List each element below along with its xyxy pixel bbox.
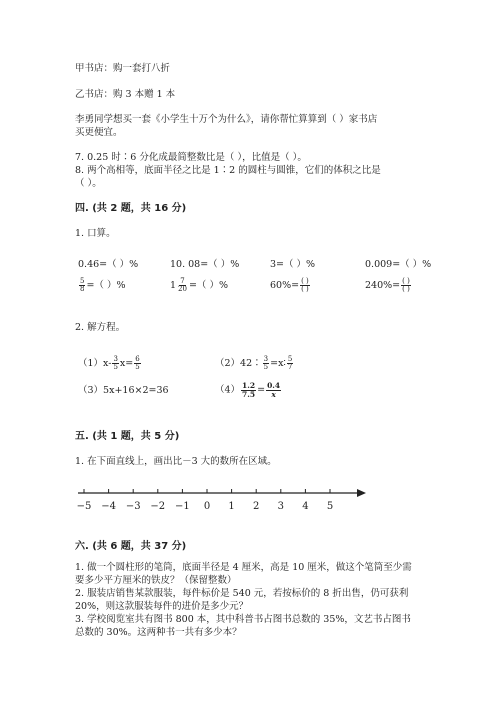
word-problem-2-line1: 2. 服装店销售某款服装，每件标价是 540 元，若按标价的 8 折出售，仍可获利 bbox=[75, 588, 409, 599]
word-problem-1-line1: 1. 做一个圆柱形的笔筒，底面半径是 4 厘米，高是 10 厘米，做这个笔筒至少需 bbox=[75, 562, 412, 573]
number-line-tick-label: 4 bbox=[302, 501, 309, 512]
question-line: 买更便宜。 bbox=[75, 127, 123, 138]
question-8-line2: （ ）。 bbox=[75, 178, 102, 189]
number-line-tick-label: −4 bbox=[101, 501, 116, 512]
fraction: $\frac{7}{20}$ bbox=[178, 277, 187, 293]
number-line-tick-label: 2 bbox=[253, 501, 260, 512]
section-6-title: 六. (共 6 题，共 37 分) bbox=[75, 541, 187, 552]
equation-4: （4） $\frac{1.2}{7.5}$ = $\frac{0.4}{x}$ bbox=[215, 381, 281, 399]
number-line-tick-label: −5 bbox=[76, 501, 92, 512]
number-line-tick-label: 5 bbox=[326, 501, 334, 512]
fraction: $\frac{5}{7}$ bbox=[287, 355, 293, 371]
word-problem-2-line2: 20%，则这款服装每件的进价是多少元？ bbox=[75, 601, 249, 612]
calc-item-2: 10. 08=（ ）% bbox=[170, 259, 240, 270]
fraction: $\frac{6}{5}$ bbox=[135, 355, 140, 371]
section-4-title: 四. (共 2 题，共 16 分) bbox=[75, 203, 187, 214]
number-line-tick-label: −2 bbox=[150, 501, 166, 512]
fraction: $\frac{5}{8}$ bbox=[80, 277, 85, 293]
number-line bbox=[70, 485, 370, 515]
fraction-blank: $\frac{( )}{( )}$ bbox=[301, 277, 309, 293]
store-jia-text: 甲书店：购一套打八折 bbox=[75, 63, 171, 74]
fraction: $\frac{1.2}{7.5}$ bbox=[242, 381, 256, 399]
fraction-blank: $\frac{( )}{( )}$ bbox=[402, 277, 410, 293]
calc-item-7: 60%= $\frac{( )}{( )}$ bbox=[270, 277, 309, 293]
equation-3: （3）5x+16×2=36 bbox=[78, 385, 169, 396]
equation-2: （2）42∶ $\frac{3}{5}$ =x∶ $\frac{5}{7}$ bbox=[215, 355, 293, 371]
number-line-question: 1. 在下面直线上，画出比－3 大的数所在区域。 bbox=[75, 456, 277, 467]
equation-1: （1）x- $\frac{3}{5}$ x= $\frac{6}{5}$ bbox=[78, 355, 140, 371]
oral-calc-heading: 1. 口算。 bbox=[75, 228, 116, 239]
word-problem-3-line1: 3. 学校阅览室共有图书 800 本，其中科普书占图书总数的 35%，文艺书占图书 bbox=[75, 614, 411, 625]
fraction: $\frac{3}{5}$ bbox=[263, 355, 269, 371]
question-line: 李勇同学想买一套《小学生十万个为什么》，请你帮忙算算到（ ）家书店 bbox=[75, 114, 378, 125]
fraction: $\frac{0.4}{x}$ bbox=[267, 381, 281, 399]
word-problem-3-line2: 总数的 30%。这两种书一共有多少本？ bbox=[75, 627, 242, 638]
calc-item-4: 0.009=（ ）% bbox=[365, 259, 432, 270]
number-line-tick-label: −1 bbox=[175, 501, 190, 512]
number-line-tick-label: 0 bbox=[203, 501, 211, 512]
equation-heading: 2. 解方程。 bbox=[75, 322, 126, 333]
calc-item-1: 0.46=（ ）% bbox=[78, 259, 139, 270]
arrow-head-icon bbox=[357, 489, 366, 497]
calc-item-6: 1 $\frac{7}{20}$ =（ ）% bbox=[170, 277, 228, 293]
store-yi-text: 乙书店：购 3 本赠 1 本 bbox=[75, 89, 176, 100]
number-line-tick-label: −3 bbox=[125, 501, 141, 512]
calc-item-8: 240%= $\frac{( )}{( )}$ bbox=[365, 277, 410, 293]
fraction: $\frac{3}{5}$ bbox=[113, 355, 118, 371]
calc-item-5: $\frac{5}{8}$ =（ ）% bbox=[80, 277, 126, 293]
number-line-tick-label: 3 bbox=[277, 501, 284, 512]
question-7: 7. 0.25 时∶6 分化成最简整数比是（ ），比值是（ ）。 bbox=[75, 152, 307, 163]
calc-item-3: 3=（ ）% bbox=[270, 259, 316, 270]
word-problem-1-line2: 要多少平方厘米的铁皮？（保留整数） bbox=[75, 575, 237, 586]
question-8-line1: 8. 两个高相等，底面半径之比是 1∶2 的圆柱与圆锥，它们的体积之比是 bbox=[75, 165, 381, 176]
number-line-tick-label: 1 bbox=[228, 501, 235, 512]
section-5-title: 五. (共 1 题，共 5 分) bbox=[75, 431, 180, 442]
